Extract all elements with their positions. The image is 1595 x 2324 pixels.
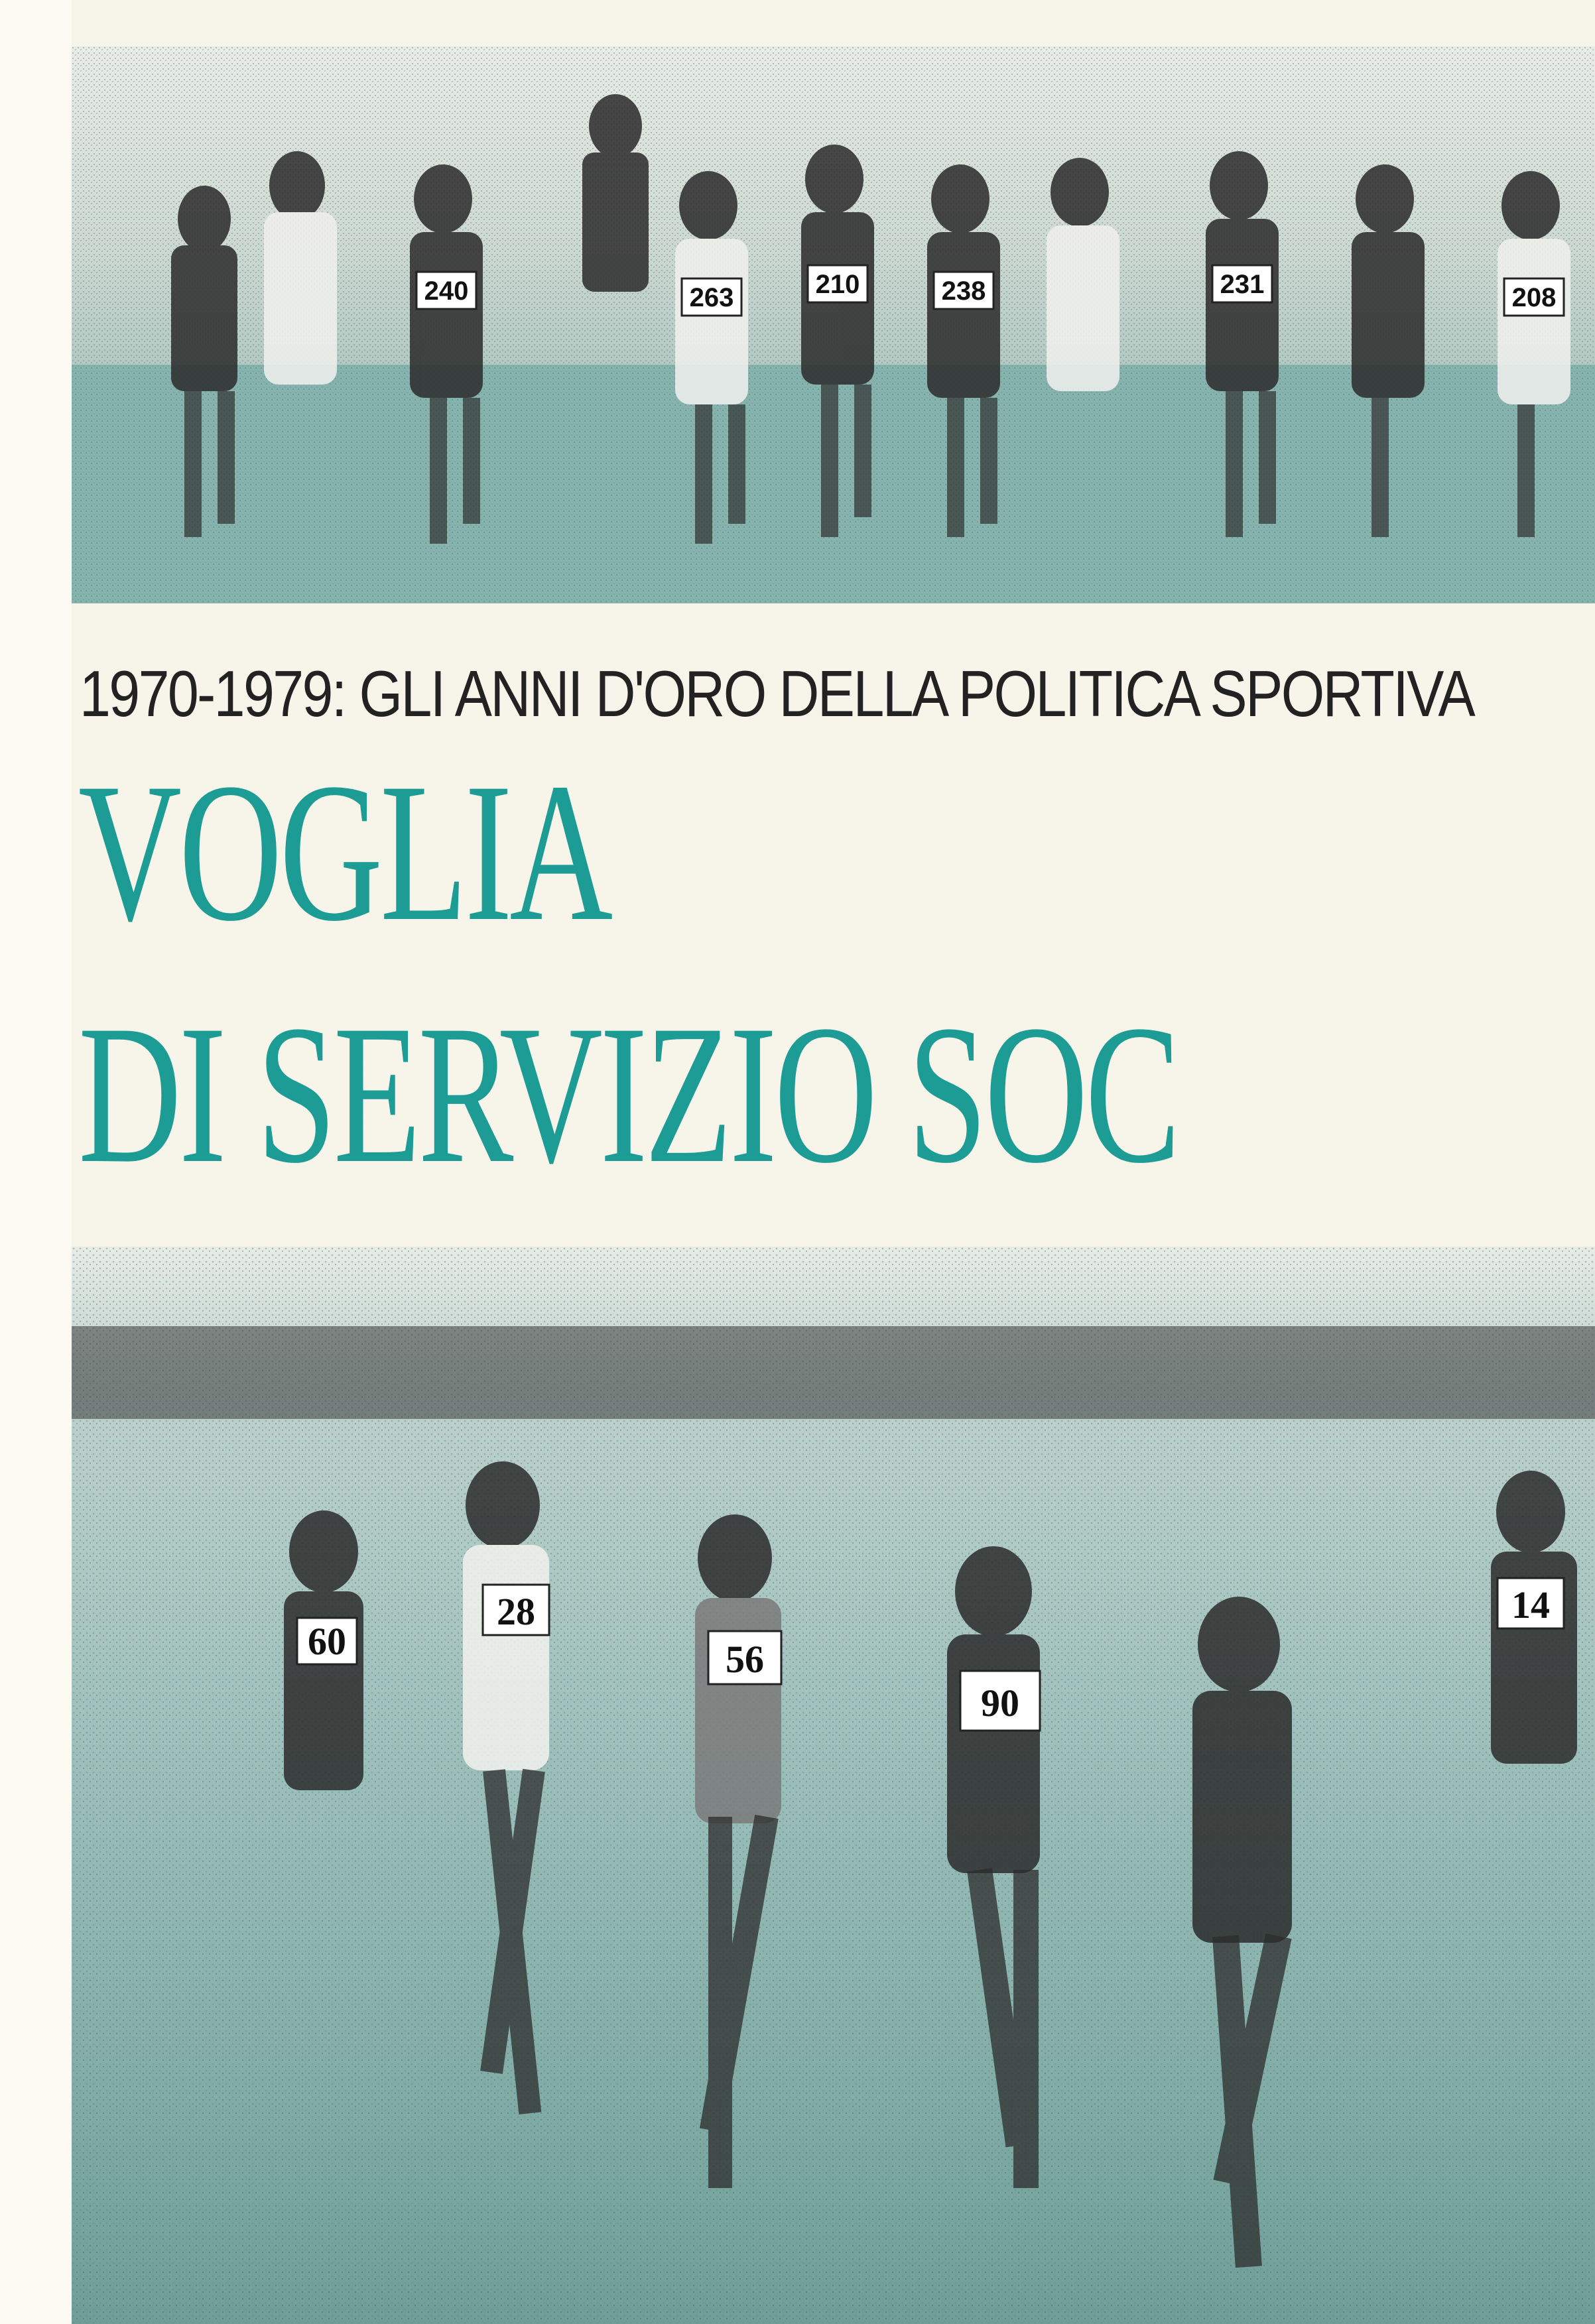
bib-number: 231 [1220,270,1265,299]
runners-crowd-photo-icon [72,46,1595,603]
bib-number: 28 [497,1590,535,1633]
bib-number: 240 [424,276,469,306]
top-photo [72,46,1595,603]
bib-number: 238 [941,276,986,306]
cross-country-runners-photo-icon [72,1247,1595,2324]
page-margin [0,0,72,2324]
bib-number: 263 [689,283,734,312]
bib-number: 90 [981,1682,1019,1725]
bib-number: 60 [308,1620,346,1663]
bottom-photo [72,1247,1595,2324]
article-headline-line2: DI SERVIZIO SOC [78,984,1178,1204]
bib-number: 14 [1511,1583,1550,1626]
bib-number: 56 [726,1638,764,1681]
article-headline-line1: VOGLIA [78,742,610,962]
bib-number: 210 [815,270,860,299]
article-overline: 1970-1979: GLI ANNI D'ORO DELLA POLITICA SPORTIVA [80,657,1474,730]
bib-number: 208 [1511,283,1557,312]
